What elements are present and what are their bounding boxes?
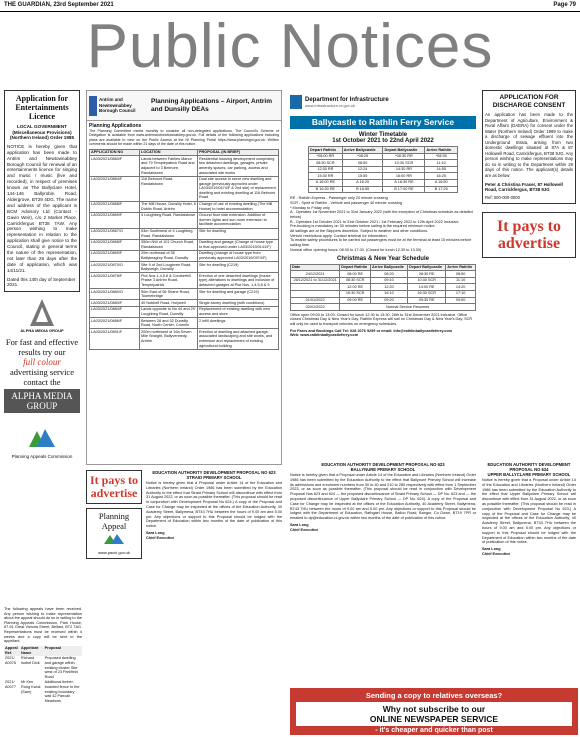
council-heading: Planning Applications – Airport, Antrim and Dunsilly DEAs (151, 98, 272, 113)
entertainment-notice (4, 90, 80, 292)
alpha-logo-text: ALPHA MEDIA GROUP (20, 327, 64, 333)
th-proposal: PROPOSAL (IN BRIEF) (198, 149, 279, 156)
table-row: A 16:00 RE A 16:20 A 16:30 RE A 16:50 (309, 179, 458, 186)
council-name: Antrim and Newtownabbey Borough Council (99, 97, 136, 114)
intro-title: Planning Applications (89, 123, 142, 129)
adv-line-4: contact the (23, 376, 61, 387)
ed-notice-624-upper-ballyclare (482, 462, 576, 556)
table-row: LA03/2021/0878/F Plot Nos 1,4,5,8 & Comberhill Phase 3 Antrim Road, Templepatrick Erection of one detached dwellings (house type) alterations to dwellings and inclusion of detached garages at Plot Nos. 1,4,5,8 & 9 (90, 273, 279, 289)
banner-line-2: Why not subscribe to our (382, 704, 486, 714)
table-row: LA03/2021/0886/F Between 28 and 32 Dunsilly Road, North Center, Crumlin 2 infill dwellings (90, 318, 279, 329)
table-row: 24/12/2021 08:00 RE 08:20 08:30 RE 08:50 (291, 271, 476, 278)
table-row: LA03/2021/0868/F The Mill House, Dunsilly Hotel, 6 Dublin Road, Antrim Change of use of existing dwelling (The Mill House) to hotel accommodation (90, 201, 279, 212)
planning-table (89, 149, 279, 350)
ferry-contact: For Fares and Bookings Call Tel: 028 2076 9299 or email: info@rathlinballycastleferry.com (290, 328, 453, 333)
ed-sub: UPPER BALLYCLARE PRIMARY SCHOOL (487, 472, 571, 477)
alpha-logo-icon (29, 298, 55, 328)
ferry-notes: RE - Rathlin Express - Passenger only 20 minute crossing SCR - Spirit of Rathlin - Vehicle and passenger 40 minute crossing * Monday to Friday only A - Operates 1st November 2021 to 31st January 2022 (with the exception of Christmas schedule as detailed below) B - Operates 1st October 2021 to 31st October 2021 / 1st February 2022 to 12th April 2022 inclusive. Pre-booking is mandatory on 30 minutes before sailing is the required minimum notice. All sailings are at the Skippers discretion. Subject to weather and other conditions. Vehicle restrictions apply. Contact terminal for information. To enable safety procedures to be carried out passengers must be at the terminal at least 15 minutes before sailing time. Normal office opening hours: 08.00 to 17.00. (Closed for lunch 12.30 to 13.30) (290, 196, 473, 252)
banner-line-4: - it's cheaper and quicker than post (375, 727, 493, 734)
disch-title: APPLICATION FOR DISCHARGE CONSENT (492, 94, 566, 109)
advertise-text-2: It pays to advertise (496, 218, 561, 253)
banner-line-1: Sending a copy to relatives overseas? (365, 691, 503, 700)
ed-notice-623-straid (146, 470, 282, 540)
ed-body: Notice is hereby given that a Proposal under Article 14 of the Education and Libraries (Northern Ireland) Order 1986 has been submitted by the Education Authority to the effect that Ballynure Primary School will increase its admissions and enrolment numbers from 30 to 40 and 210 to 280 respectively with effect from 1 September 2023, or as soon as possible thereafter. (This proposal should be read in conjunction with Development Proposal Nos 623 and 624 — the proposed discontinuance of Straid Primary School — DP No. 623 and — the proposed discontinuance of Upper Ballyclare Primary School — DP No. 624). A copy of the Proposal and Case for Change may be inspected at the offices of the Education Authority, 40 Academy Street, Ballymena, BT43 7HU between the hours of 9.00 am and 5.00 pm. Any objections or support to this Proposal should be lodged with the Department of Education, Rathgael House, Balloo Road, Bangor, Co Down, BT19 7PR or emailed to dp@education-ni.gov.uk within two months of the date of publication of this notice. (290, 473, 476, 521)
pac-logo-icon (27, 427, 57, 449)
th-location: LOCATION (140, 149, 198, 156)
disch-names: Peter & Christina Fraser, 87 Hollowell Road, Carrickfergus, BT38 9JG (485, 182, 563, 193)
dfi-name: Department for Infrastructure (305, 96, 389, 103)
table-row: LA03/2021/0870/O Site 9 of 2nd Loughvee Road, Ballyveigh, Dunsilly Site for dwelling (C219) (90, 262, 279, 273)
table-row: *08:00 RR *08:25 *08:30 RR *08:55 (309, 153, 458, 160)
pa-url[interactable]: www.pacni.gov.uk (98, 550, 130, 555)
ed-title: EDUCATION AUTHORITY DEVELOPMENT PROPOSAL NO 623 (152, 470, 276, 475)
header-page-number: Page 79 (553, 2, 576, 8)
table-row: LA03/2021/0880/O 50m East of 56 Shane Road, Toomebridge Site for dwelling and garage (C219) (90, 289, 279, 300)
ed-title: EDUCATION AUTHORITY DEVELOPMENT PROPOSAL NO 624 (487, 462, 571, 472)
ent-subtitle: LOCAL GOVERNMENT (Miscellaneous Provisions) (Northern Ireland) Order 1985 (9, 124, 75, 141)
xmas-title: Christmas & New Year Schedule (337, 255, 429, 262)
table-row: 15:30 RR 15:55 16:00 RR 16:25 (309, 173, 458, 180)
ed-sign: Sara Long Chief Executive (290, 522, 319, 532)
adv-line-1: For fast and effective results try our (5, 336, 79, 357)
pa-th-name: Appellant Name (20, 646, 44, 656)
discharge-notice (482, 90, 576, 204)
ent-dated: Dated this 14th day of September 2021. (7, 276, 76, 288)
winter-dates: 1st October 2021 to 22nd April 2022 (332, 138, 434, 144)
pa-body: The following appeals have been received. Any person wishing to make representation about the appeal should do so in writing to the Planning Appeals Commission, Park House, 87-91 Great Victoria Street, Belfast, BT2 7AG. Representations must be received within 4 weeks and a copy will be sent to the appellant. (4, 607, 82, 644)
table-row: 02/01/2022 Normal Service Resumes (291, 304, 476, 311)
column-4 (482, 90, 576, 258)
table-row: 01/01/2022 09:00 RE 09:20 09:30 RE 09:50 (291, 297, 476, 304)
pa-th-ref: Appeal Ref. (4, 646, 20, 656)
ferry-notice (290, 90, 476, 456)
th-app-no: APPLICATION NO (90, 149, 140, 156)
council-planning-notice (86, 90, 282, 465)
table-row: 12:00 RE 12:20 14:00 RE 14:20 (291, 284, 476, 291)
pa-button-line-1: Planning (98, 511, 130, 521)
table-row: 12:30 RR 12:24 14:30 RR 14:55 (309, 166, 458, 173)
xmas-notes: Office open 09:00 to 13:00. Closed for lunch 12:30 to 13:30. 26th to 31st December 2021 inclusive. Office closed Christmas Day & New Year's Day. Rathlin Express will sail on Christmas Day & New Year's Day. SCR will only be used to transport vehicles on emergency schedules. (290, 312, 473, 326)
pa-th-proposal: Proposal (44, 646, 82, 656)
ed-sign: Sara Long Chief Executive (482, 547, 511, 556)
winter-timetable: Depart Rathlin Arrive Ballycastle Depart Ballycastle Arrive Rathlin *08:00 RR *08:25 *08:30 RR *08:55 08:30 SCR 08:50 10:30 SCR 11:10 12:30 RR 12:24 14:30 RR 14:55 15:30 RR 15:55 16:00 RR 16:25 A 16:00 RE A 16:20 A 16:30 RE A 16:50 B 16:30 RE B 16:55 B 17:00 RE B 17:25 (308, 146, 458, 193)
table-row: 2021/ A0077 Mr Ken Rung Kwok (Sam) Additional timber boarded fence to the existing boundary wall 42 Pancall Meadows (5, 680, 80, 703)
dfi-logo-icon (290, 95, 302, 109)
ed-body: Notice is hereby given that a Proposal under Article 14 of the Education and Libraries (Northern Ireland) Order 1986 has been submitted by the Education Authority to the effect that Straid Primary School will discontinue with effect from 31 August 2022, or as soon as possible thereafter. (This proposal should be read in conjunction with Development Proposal No 624.) A copy of the Proposal and Case for Change may be inspected at the offices of the Education Authority, 40 Academy Street, Ballymena, BT43 7HU between the hours of 9.00 am and 5.00 pm. Any objections or support to this Proposal should be lodged with the Department of Education within two months of the date of publication of this notice. (146, 481, 282, 529)
pa-button-line-2: Appeal (101, 520, 127, 531)
ent-title: Application for Entertainments Licence (15, 94, 69, 121)
winter-title: Winter Timetable (358, 132, 408, 138)
table-row: 2021/ A0076 Richard Isobel Dick Proposed dwelling and garage within existing cluster Site west of 23 Parkfield Road (5, 656, 78, 679)
page-header (0, 0, 580, 12)
table-row: 08:30 SCR 08:50 10:30 SCR 11:10 (309, 160, 458, 167)
disch-ref: Ref: 000-000-0000 (485, 194, 520, 200)
disch-body: An application has been made to the Department of Agriculture, Environment & Rural Affairs (DAERA) for consent under the Water (Northern Ireland) Order 1999 to make a discharge of sewage effluent into the Underground Strata, arising from two domestic dwellings situated at 87A & 87 Hollowell Road, Carrickfergus, BT38 9JG. Any person wishing to make representations may do so in writing to the Department within 28 days of this notice. The applicant(s) details are as below: (485, 112, 573, 178)
ed-sub: BALLYNURE PRIMARY SCHOOL (350, 467, 416, 472)
ferry-banner: Ballycastle to Rathlin Ferry Service (290, 116, 476, 129)
pa-appeals (4, 607, 82, 704)
planning-appeal-box (86, 508, 142, 559)
ed-title: EDUCATION AUTHORITY DEVELOPMENT PROPOSAL NO 623 (321, 462, 445, 467)
table-row: LA03/2021/0891/F 200m northwest of 16a Seven Mile Straight, Ballyvennedy, Antrim Erection of dwelling and attached garage, associated landscaping and site works, and extension and replacement of existing agricultural building (90, 329, 279, 349)
column-1 (4, 90, 80, 459)
intro-body: The Planning Committee meets monthly to consider all non-delegated applications. The Council's Scheme of Delegation is available from www.antrimandnewtownabbey.gov.uk. Full details of the following applications including plans are available to view on the Public Access at the NI Planning Portal https://www.planningni.gov.uk. Written comments should be made within 21 days of the date of this notice. (89, 129, 279, 147)
pac-title: Planning Appeals Commission (11, 453, 73, 459)
ed-sub: STRAID PRIMARY SCHOOL (186, 475, 242, 480)
advertise-text: It pays to advertise (89, 473, 138, 500)
table-row: LA03/2021/0869/F 4 Loughbeg Road, Randalstown Ground floor side extension. Addition of dormer lights and sun room extension to facilitate accommodation (90, 212, 279, 228)
ent-body: NOTICE is hereby given that application has been made to Antrim and Newtownabbey Borough Council for renewal of an entertainments licence for singing and music / music (live and recorded), in respect of premises known as The Ballyclare Hotel, 144-146 Ballyrobin Road, Aldergrove, BT29 4DG. The name and address of the applicant is BCM Advisory Ltd (Contact - Gavin Weir), c/o 2 Market Place, Carrickfergus BT38 7AW. Any person wishing to make representation in relation to the application shall give notice to the Council, stating in general terms the nature of the representation, not later than 28 days after the date of application, which was 14/11/21. (7, 143, 77, 273)
online-newspaper-banner[interactable] (290, 688, 578, 735)
alpha-ad (4, 298, 80, 413)
advertise-box-2 (482, 212, 576, 258)
table-row: 15:30 SCR 16:10 16:30 SCR 17:10 (291, 290, 476, 297)
table-row: LA03/2021/0869/F 20m northeast of 35 Ballykeaghry Road, Dunsilly Dwelling (change of house type from previously approved LA03/2019/0974/F) (90, 250, 279, 261)
pa-table (4, 646, 82, 704)
adv-line-3: advertising service (10, 366, 74, 377)
xmas-timetable: Date Depart Rathlin Arrive Ballycastle Depart Ballycastle Arrive Rathlin 24/12/2021 08:00 RE 08:20 08:30 RE 08:50 26/12/2021 to 31/12/2021 08:30 SCR 09:10 10:30 SCR 11:10 12:00 RE 12:20 14:00 RE 14:20 15:30 SCR 16:10 16:30 SCR 17:10 01/01/2022 09:00 RE 09:20 09:30 RE 09:50 02/01/2022 Normal Service Resumes (290, 264, 476, 311)
adv-line-2: full colour (23, 356, 61, 367)
col2-left-ads (86, 470, 142, 559)
dfi-sub: www.infrastructure-ni.gov.uk (305, 102, 355, 108)
table-row: LA03/2021/0884/F Lands opposite to No 44 and 29 Loughbeg Road, Dunsilly Replacement of existing dwelling with new access and store (90, 306, 279, 317)
ferry-web[interactable]: Web: www.rathlinballycastleferry.com (290, 333, 359, 338)
ed-sign: Sara Long Chief Executive (146, 530, 175, 540)
header-publication: THE GUARDIAN, 23rd September 2021 (4, 2, 114, 8)
pac-mini-icon (103, 533, 125, 545)
table-row: LA03/2021/0864/F 116 Belmont Road, Randalstown Dual site access to serve new dwelling and garage (previously approved under LA03/2019/0474/F & 2nd site) of replacement dwelling and existing dwelling at 116 Belmont Road (90, 176, 279, 201)
table-row: 26/12/2021 to 31/12/2021 08:30 SCR 09:10 10:30 SCR 11:10 (291, 277, 476, 284)
masthead: Public Notices (86, 12, 494, 81)
council-logo-icon (89, 96, 97, 116)
advertise-box (86, 470, 142, 504)
table-row: LA03/2021/0868/F 350m NW of 101 Church Road, Randalstown Dwelling and garage (Change of house type to that approved under LA03/2019/0141/F) (90, 239, 279, 250)
table-row: LA03/2021/0883/F 40 Nobbell Road, Holywell Single-storey dwelling (with conditions) (90, 300, 279, 307)
table-row: LA03/2021/0867/O 53m Southwest of 4 Loughbeg Road, Randalstown Site for dwelling (90, 228, 279, 239)
banner-line-3: ONLINE NEWSPAPER SERVICE (369, 714, 499, 724)
table-row: B 16:30 RE B 16:55 B 17:00 RE B 17:25 (309, 186, 458, 193)
ed-body: Notice is hereby given that a Proposal under Article 14 of the Education and Libraries (Northern Ireland) Order 1986 has been submitted by the Education Authority to the effect that Upper Ballyclare Primary School will discontinue with effect from 31 August 2022, or as soon as possible thereafter. (This proposal should be read in conjunction with Development Proposal No 623.) A copy of the Proposal and Case for Change may be inspected at the offices of the Education Authority, 40 Academy Street, Ballymena, BT43 7HU between the hours of 9.00 am and 5.00 pm. Any objections or support to this Proposal should be lodged with the Department of Education within two months of the date of publication of this notice. (482, 478, 576, 545)
ed-notice-623-ballynure (290, 462, 476, 532)
alpha-media-group-box: ALPHA MEDIA GROUP (4, 389, 80, 413)
table-row: LA03/2021/0860/F Lands between Fairlies Manor and 79 Templepatrick Road and adjacent to 3 Belmore, Randalstown Residential housing development comprising two detached dwellings, garages, private amenity spaces, car parking, access and associated site works (90, 156, 279, 176)
planning-appeals-logo (4, 427, 80, 459)
